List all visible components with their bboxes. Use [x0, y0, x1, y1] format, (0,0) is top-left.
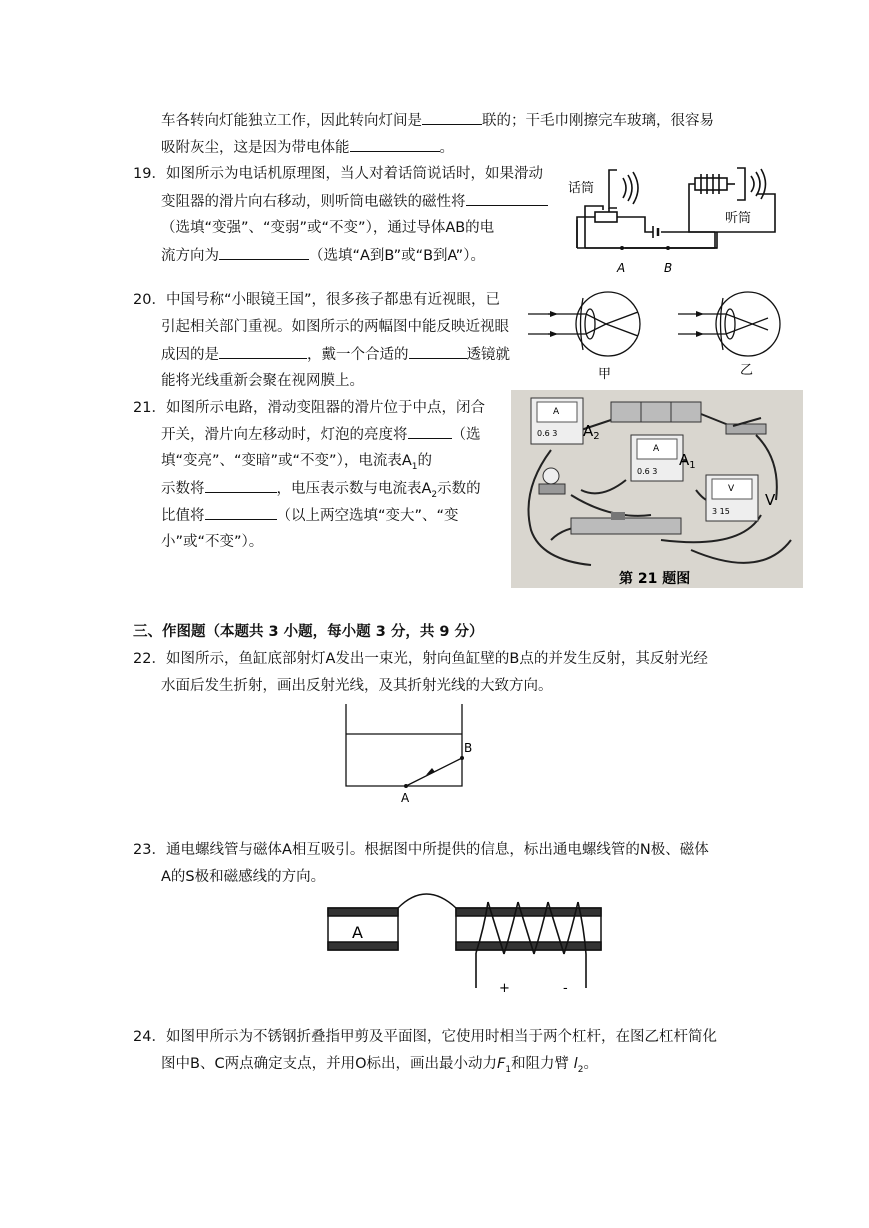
magnet-a-label: A	[352, 923, 363, 942]
plus-terminal: +	[499, 981, 510, 996]
q18-text-d: 。	[439, 140, 454, 156]
label-a1: $A_1$	[679, 451, 696, 471]
meter-v-face: V	[728, 484, 735, 494]
q21-line5	[161, 505, 459, 526]
q22-line1: 22．如图所示，鱼缸底部射灯A发出一束光，射向鱼缸壁的B点的并发生反射，其反射光经	[133, 651, 708, 667]
eye-diagrams	[528, 282, 788, 382]
figure-caption: 第 21 题图	[619, 571, 691, 587]
q19-text: 流方向为	[161, 248, 219, 264]
q21-text: 填“变亮”、“变暗”或“不变”），电流表A	[161, 453, 412, 469]
q21-text: （以上两空选填“变大”、“变	[276, 508, 459, 524]
q20-text: 成因的是	[161, 347, 219, 363]
label-a2: $A_2$	[583, 422, 600, 442]
subscript: 1	[411, 461, 418, 472]
solenoid-diagram	[326, 888, 606, 998]
earpiece-label: 听筒	[725, 211, 752, 226]
q22-line2: 水面后发生折射，画出反射光线，及其折射光线的大致方向。	[161, 678, 553, 694]
arm-symbol: l	[573, 1056, 578, 1072]
point-a-label: A	[617, 261, 626, 275]
section-title: 三、作图题（本题共 3 小题，每小题 3 分，共 9 分）	[133, 624, 484, 640]
answer-blank[interactable]	[409, 344, 467, 359]
telephone-circuit-diagram	[565, 160, 800, 280]
q21-text: ，电压表示数与电流表A	[276, 481, 432, 497]
q18-text-a: 车各转向灯能独立工作，因此转向灯间是	[161, 113, 422, 129]
q18-line1	[161, 110, 714, 131]
q20-line1: 20．中国号称“小眼镜王国”，很多孩子都患有近视眼，已	[133, 292, 500, 308]
answer-blank[interactable]	[205, 478, 277, 493]
q19-line1: 19．如图所示为电话机原理图，当人对着话筒说话时，如果滑动	[133, 166, 543, 182]
answer-blank[interactable]	[350, 137, 440, 152]
q20-line2: 引起相关部门重视。如图所示的两幅图中能反映近视眼	[161, 319, 509, 335]
q20-line3	[161, 344, 510, 365]
q23-line1: 23．通电螺线管与磁体A相互吸引。根据图中所提供的信息，标出通电螺线管的N极、磁体	[133, 842, 709, 858]
meter-a1-face: A	[653, 444, 660, 454]
q24-text: 和阻力臂	[511, 1056, 570, 1072]
subscript: 2	[431, 489, 438, 500]
point-b-label: B	[464, 741, 473, 755]
subscript: 2	[577, 1064, 584, 1075]
fish-tank-diagram	[338, 700, 483, 810]
mic-label: 话筒	[568, 181, 595, 196]
q24-text: 。	[583, 1056, 598, 1072]
q21-text: 开关，滑片向左移动时，灯泡的亮度将	[161, 427, 408, 443]
q21-text: 的	[417, 453, 432, 469]
q21-line1: 21．如图所示电路，滑动变阻器的滑片位于中点，闭合	[133, 400, 485, 416]
force-symbol: F	[496, 1056, 506, 1072]
q24-text: 图中B、C两点确定支点，并用O标出，画出最小动力	[161, 1056, 497, 1072]
q20-line4: 能将光线重新会聚在视网膜上。	[161, 373, 364, 389]
point-b-label: B	[664, 261, 673, 275]
fig-jia-label: 甲	[598, 367, 612, 382]
circuit-photo	[511, 390, 803, 588]
q24-line2	[161, 1054, 598, 1080]
point-a-label: A	[401, 791, 410, 805]
q21-text: 比值将	[161, 508, 205, 524]
q21-line2	[161, 424, 481, 445]
q20-text: 透镜就	[466, 347, 510, 363]
meter-a2-scale: 0.6 3	[537, 429, 558, 438]
q23-line2: A的S极和磁感线的方向。	[161, 869, 326, 885]
answer-blank[interactable]	[205, 505, 277, 520]
q21-text: 示数将	[161, 481, 205, 497]
q21-text: 示数的	[437, 481, 481, 497]
q21-line4	[161, 478, 481, 505]
q19-line2	[161, 191, 548, 212]
q24-line1: 24．如图甲所示为不锈钢折叠指甲剪及平面图，它使用时相当于两个杠杆，在图乙杠杆简化	[133, 1029, 717, 1045]
q19-text: 变阻器的滑片向右移动，则听筒电磁铁的磁性将	[161, 194, 466, 210]
q18-line2	[161, 137, 454, 158]
q18-text-b: 联的；干毛巾刚擦完车玻璃，很容易	[482, 113, 714, 129]
q19-text: （选填“A到B”或“B到A”）。	[309, 248, 485, 264]
answer-blank[interactable]	[219, 344, 307, 359]
fig-yi-label: 乙	[740, 363, 754, 378]
q19-line3: （选填“变强”、“变弱”或“不变”），通过导体AB的电	[161, 220, 495, 236]
label-v: V	[765, 491, 776, 509]
meter-a2-face: A	[553, 407, 560, 417]
answer-blank[interactable]	[422, 110, 482, 125]
q21-text: （选	[451, 427, 481, 443]
meter-a1-scale: 0.6 3	[637, 467, 658, 476]
q18-text-c: 吸附灰尘，这是因为带电体能	[161, 140, 350, 156]
q21-line6: 小”或“不变”）。	[161, 534, 264, 550]
meter-v-scale: 3 15	[712, 507, 730, 516]
q21-line3	[161, 451, 432, 477]
subscript: 1	[505, 1064, 512, 1075]
q19-line4	[161, 245, 485, 266]
answer-blank[interactable]	[408, 424, 452, 439]
q20-text: ，戴一个合适的	[307, 347, 409, 363]
answer-blank[interactable]	[219, 245, 309, 260]
minus-terminal: -	[563, 981, 568, 996]
answer-blank[interactable]	[466, 191, 548, 206]
